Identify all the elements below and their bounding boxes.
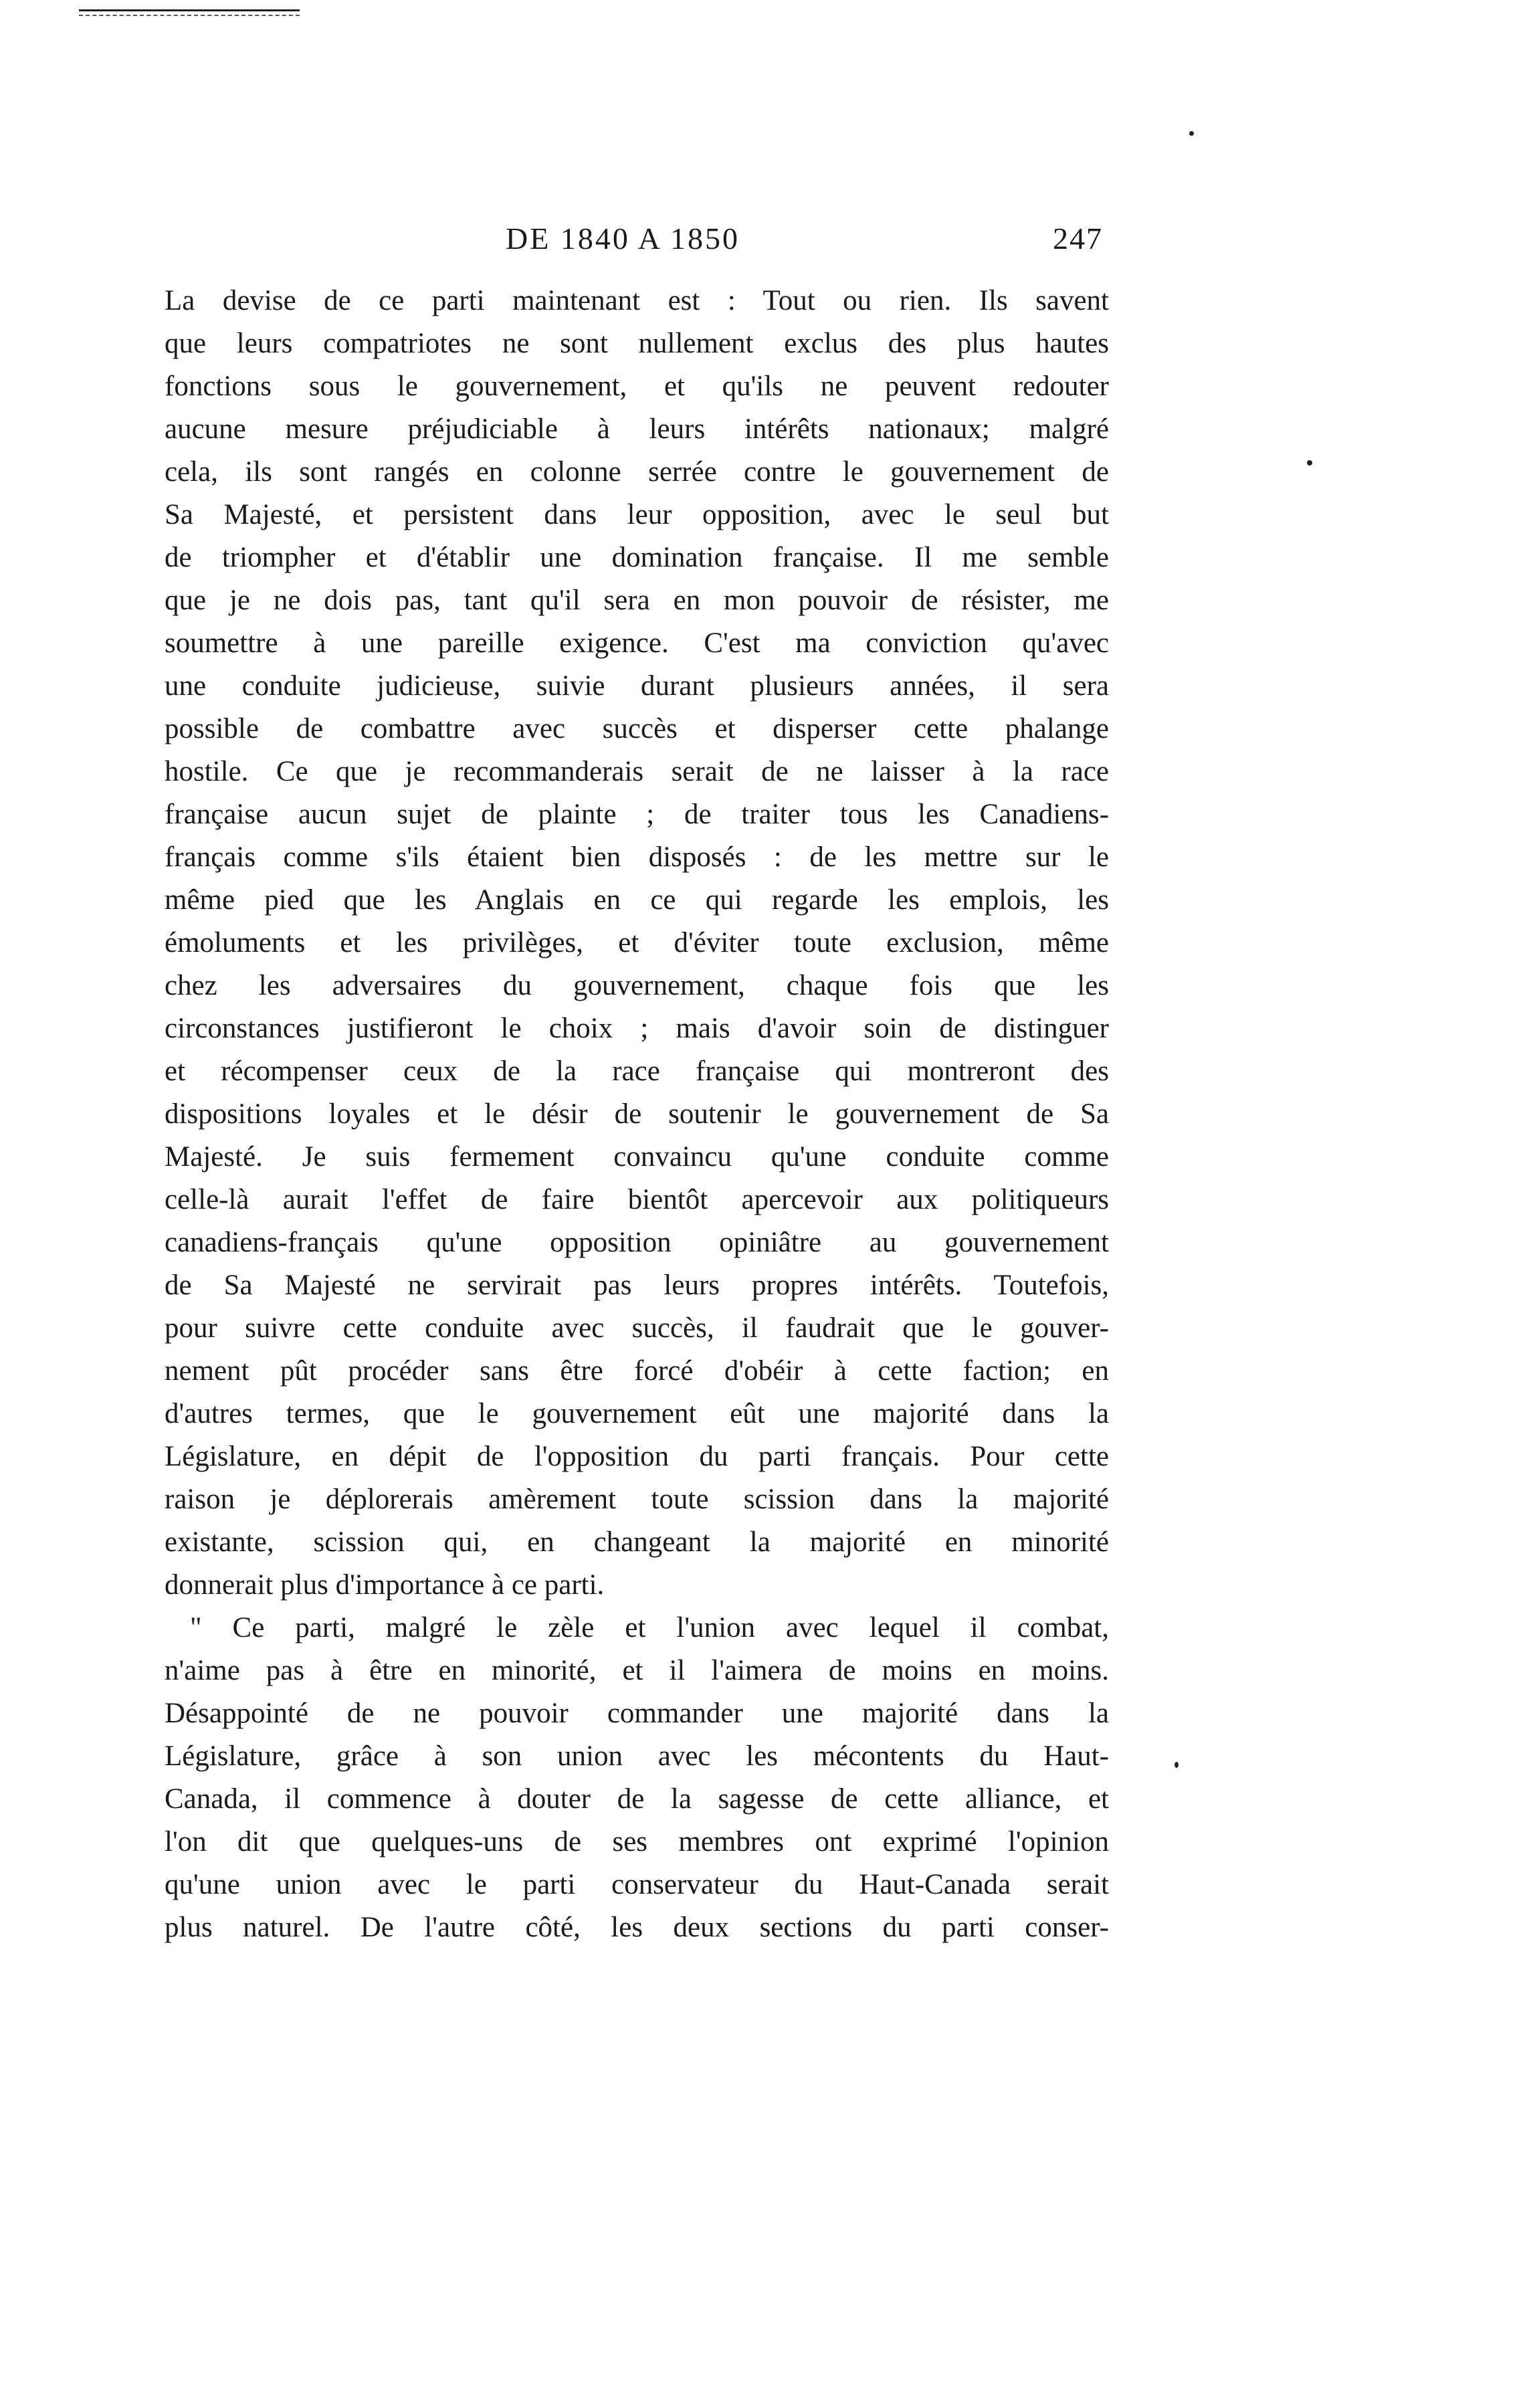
scan-speck [1175,1762,1179,1768]
text-line: pour suivre cette conduite avec succès, il faudrait que le gouver- [165,1312,1109,1344]
text-line: cela, ils sont rangés en colonne serrée contre le gouvernement de [165,456,1109,488]
text-line: Majesté. Je suis fermement convaincu qu'une conduite comme [165,1141,1109,1173]
text-line: dispositions loyales et le désir de soutenir le gouvernement de Sa [165,1098,1109,1130]
text-line: d'autres termes, que le gouvernement eût une majorité dans la [165,1398,1109,1429]
text-line: Législature, en dépit de l'opposition du parti français. Pour cette [165,1441,1109,1472]
text-line: que je ne dois pas, tant qu'il sera en mon pouvoir de résister, me [165,585,1109,616]
text-line: chez les adversaires du gouvernement, chaque fois que les [165,970,1109,1001]
text-line: aucune mesure préjudiciable à leurs intérêts nationaux; malgré [165,413,1109,445]
text-line: une conduite judicieuse, suivie durant plusieurs années, il sera [165,670,1109,702]
text-line: de triompher et d'établir une domination française. Il me semble [165,542,1109,573]
page-header [0,221,1529,261]
text-line: et récompenser ceux de la race française qui montreront des [165,1056,1109,1087]
paragraph-first-line: " Ce parti, malgré le zèle et l'union avec lequel il combat, [190,1612,1109,1643]
text-line: française aucun sujet de plainte ; de traiter tous les Canadiens- [165,799,1109,830]
text-line: existante, scission qui, en changeant la majorité en minorité [165,1526,1109,1558]
text-line: soumettre à une pareille exigence. C'est ma conviction qu'avec [165,627,1109,659]
text-line: raison je déplorerais amèrement toute scission dans la majorité [165,1484,1109,1515]
text-line: que leurs compatriotes ne sont nullement exclus des plus hautes [165,328,1109,359]
text-line: canadiens-français qu'une opposition opiniâtre au gouvernement [165,1227,1109,1258]
text-line: émoluments et les privilèges, et d'éviter toute exclusion, même [165,927,1109,959]
text-line: fonctions sous le gouvernement, et qu'ils ne peuvent redouter [165,371,1109,402]
text-line: possible de combattre avec succès et disperser cette phalange [165,713,1109,744]
running-title: DE 1840 A 1850 [506,221,740,256]
top-scan-rule-dashed [79,15,300,16]
text-line: Canada, il commence à douter de la sagesse de cette alliance, et [165,1783,1109,1815]
text-line: même pied que les Anglais en ce qui regarde les emplois, les [165,884,1109,916]
text-line: celle-là aurait l'effet de faire bientôt apercevoir aux politiqueurs [165,1184,1109,1215]
text-line: nement pût procéder sans être forcé d'obéir à cette faction; en [165,1355,1109,1387]
text-body [165,280,1109,1949]
text-line: La devise de ce parti maintenant est : Tout ou rien. Ils savent [165,285,1109,316]
text-line: plus naturel. De l'autre côté, les deux sections du parti conser- [165,1912,1109,1943]
text-line: qu'une union avec le parti conservateur du Haut-Canada serait [165,1869,1109,1900]
text-line: n'aime pas à être en minorité, et il l'aimera de moins en moins. [165,1655,1109,1686]
scan-speck [1189,131,1194,136]
text-line: Désappointé de ne pouvoir commander une majorité dans la [165,1698,1109,1729]
text-line: circonstances justifieront le choix ; mais d'avoir soin de distinguer [165,1013,1109,1044]
text-line: l'on dit que quelques-uns de ses membres ont exprimé l'opinion [165,1826,1109,1858]
text-line: français comme s'ils étaient bien disposés : de les mettre sur le [165,841,1109,873]
top-scan-rule [79,9,300,11]
text-line: de Sa Majesté ne servirait pas leurs propres intérêts. Toutefois, [165,1270,1109,1301]
paragraph-last-line: donnerait plus d'importance à ce parti. [165,1569,605,1601]
text-line: Sa Majesté, et persistent dans leur opposition, avec le seul but [165,499,1109,530]
text-line: hostile. Ce que je recommanderais serait de ne laisser à la race [165,756,1109,787]
scan-speck [1307,460,1312,466]
text-line: Législature, grâce à son union avec les mécontents du Haut- [165,1740,1109,1772]
page-number: 247 [1053,221,1103,256]
